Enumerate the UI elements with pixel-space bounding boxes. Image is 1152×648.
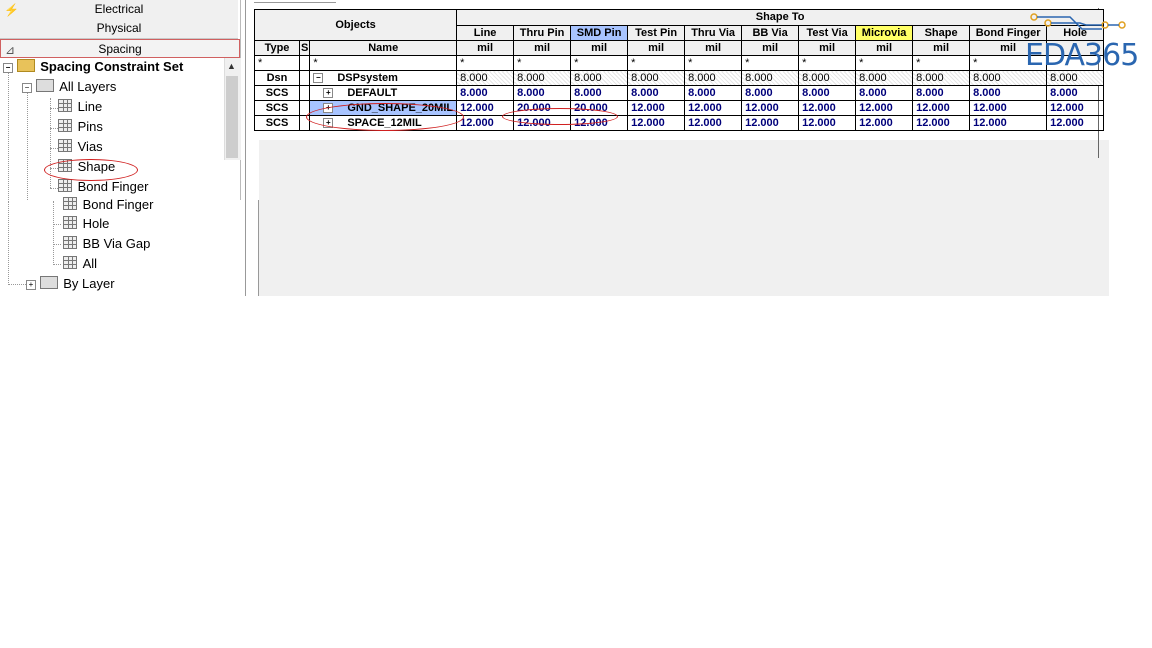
tree-all-layers[interactable]: − All Layers	[22, 78, 116, 96]
column-header-microvia[interactable]: Microvia	[856, 25, 913, 41]
folder-icon	[17, 59, 35, 72]
value-cell[interactable]: 12.000	[571, 116, 628, 131]
value-cell[interactable]: 8.000	[913, 71, 970, 86]
value-cell[interactable]: 12.000	[856, 101, 913, 116]
value-cell[interactable]: 12.000	[685, 101, 742, 116]
scrollbar-thumb[interactable]	[226, 76, 238, 158]
column-header-test-pin[interactable]: Test Pin	[628, 25, 685, 41]
unit-cell: mil	[856, 41, 913, 56]
row-name-label: SPACE_12MIL	[347, 117, 422, 129]
lightning-icon: ⚡	[4, 3, 19, 17]
name-header[interactable]: Name	[310, 41, 457, 56]
value-cell[interactable]: 8.000	[628, 71, 685, 86]
grid-icon	[58, 139, 72, 152]
column-filter[interactable]: *	[457, 56, 514, 71]
value-cell[interactable]: 20.000	[514, 101, 571, 116]
panel-divider	[245, 0, 246, 296]
column-filter[interactable]: *	[685, 56, 742, 71]
annotation-circle	[44, 159, 138, 181]
type-header[interactable]: Type	[255, 41, 300, 56]
column-header-bb-via[interactable]: BB Via	[742, 25, 799, 41]
nav-physical[interactable]: Physical	[0, 19, 238, 39]
shape-to-header: Shape To	[457, 10, 1104, 26]
value-cell[interactable]: 12.000	[742, 116, 799, 131]
value-cell[interactable]: 12.000	[913, 101, 970, 116]
tree-item-shape[interactable]: Shape	[58, 158, 115, 176]
collapse-icon[interactable]: −	[3, 63, 13, 73]
tree-item-vias[interactable]: Vias	[58, 138, 103, 156]
unit-cell: mil	[913, 41, 970, 56]
column-header-thru-pin[interactable]: Thru Pin	[514, 25, 571, 41]
tab-strip	[254, 2, 336, 3]
column-header-smd-pin[interactable]: SMD Pin	[571, 25, 628, 41]
value-cell[interactable]: 12.000	[514, 116, 571, 131]
value-cell[interactable]: 12.000	[628, 101, 685, 116]
row-status	[300, 86, 310, 101]
unit-cell: mil	[628, 41, 685, 56]
annotation-circle	[502, 108, 618, 125]
value-cell[interactable]: 12.000	[970, 101, 1047, 116]
tree-by-layer[interactable]: + By Layer	[26, 275, 115, 293]
row-name-label: GND_SHAPE_20MIL	[347, 102, 454, 114]
eda365-logo	[1030, 12, 1130, 36]
value-cell[interactable]: 8.000	[514, 86, 571, 101]
row-status	[300, 71, 310, 86]
s-filter[interactable]	[300, 56, 310, 71]
expand-icon[interactable]: +	[323, 103, 333, 113]
expand-icon[interactable]: +	[26, 280, 36, 290]
row-name-label: DSPsystem	[337, 72, 398, 84]
layers-icon	[36, 79, 54, 92]
table-row[interactable]	[255, 86, 1104, 101]
value-cell[interactable]: 12.000	[1047, 116, 1104, 131]
value-cell[interactable]: 12.000	[856, 116, 913, 131]
tree-item-hole[interactable]: Hole	[63, 215, 109, 233]
grid-icon	[63, 236, 77, 249]
column-filter[interactable]: *	[514, 56, 571, 71]
value-cell[interactable]: 8.000	[970, 71, 1047, 86]
column-header-shape[interactable]: Shape	[913, 25, 970, 41]
column-header-bond-finger[interactable]: Bond Finger	[970, 25, 1047, 41]
name-filter[interactable]: *	[310, 56, 457, 71]
value-cell[interactable]: 8.000	[1047, 86, 1104, 101]
column-filter[interactable]: *	[913, 56, 970, 71]
expand-icon[interactable]: +	[323, 118, 333, 128]
row-type: Dsn	[255, 71, 300, 86]
value-cell[interactable]: 8.000	[457, 71, 514, 86]
value-cell[interactable]: 8.000	[685, 86, 742, 101]
column-filter[interactable]: *	[799, 56, 856, 71]
lower-tree	[0, 197, 228, 296]
value-cell[interactable]: 12.000	[457, 116, 514, 131]
unit-cell: mil	[457, 41, 514, 56]
nav-spacing[interactable]: ⊿ Spacing	[0, 39, 240, 58]
row-name[interactable]	[310, 71, 457, 86]
column-header-test-via[interactable]: Test Via	[799, 25, 856, 41]
value-cell[interactable]: 12.000	[970, 116, 1047, 131]
logo-text: EDA365	[1025, 38, 1139, 73]
row-name-label: DEFAULT	[347, 87, 398, 99]
tree-item-all[interactable]: All	[63, 255, 97, 273]
value-cell[interactable]: 12.000	[913, 116, 970, 131]
column-header-thru-via[interactable]: Thru Via	[685, 25, 742, 41]
tree-root[interactable]: − Spacing Constraint Set	[3, 58, 183, 76]
objects-header: Objects	[255, 10, 457, 41]
row-type: SCS	[255, 116, 300, 131]
unit-cell: mil	[571, 41, 628, 56]
column-header-hole[interactable]: Hole	[1047, 25, 1104, 41]
value-cell[interactable]: 8.000	[799, 71, 856, 86]
value-cell[interactable]: 12.000	[799, 116, 856, 131]
value-cell[interactable]: 8.000	[856, 86, 913, 101]
column-filter[interactable]: *	[571, 56, 628, 71]
column-header-line[interactable]: Line	[457, 25, 514, 41]
value-cell[interactable]: 12.000	[742, 101, 799, 116]
tree-item-bb-via-gap[interactable]: BB Via Gap	[63, 235, 150, 253]
spacing-icon: ⊿	[5, 43, 16, 57]
value-cell[interactable]: 8.000	[628, 86, 685, 101]
annotation-circle	[306, 103, 464, 131]
tree-item-line[interactable]: Line	[58, 98, 102, 116]
collapse-icon[interactable]: −	[22, 83, 32, 93]
value-cell[interactable]: 8.000	[742, 86, 799, 101]
collapse-icon[interactable]: −	[313, 73, 323, 83]
value-cell[interactable]: 8.000	[913, 86, 970, 101]
worksheet-background	[259, 140, 1109, 296]
value-cell[interactable]: 12.000	[799, 101, 856, 116]
column-filter[interactable]: *	[742, 56, 799, 71]
tree-item-pins[interactable]: Pins	[58, 118, 103, 136]
unit-cell: mil	[685, 41, 742, 56]
unit-cell: mil	[970, 41, 1047, 56]
nav-electrical[interactable]: ⚡ Electrical	[0, 0, 238, 20]
grid-icon	[63, 216, 77, 229]
value-cell[interactable]: 12.000	[1047, 101, 1104, 116]
value-cell[interactable]: 8.000	[685, 71, 742, 86]
value-cell[interactable]: 8.000	[457, 86, 514, 101]
column-filter[interactable]: *	[970, 56, 1047, 71]
value-cell[interactable]: 8.000	[799, 86, 856, 101]
value-cell[interactable]: 8.000	[571, 71, 628, 86]
tree-item-bond-finger[interactable]: Bond Finger	[58, 178, 148, 196]
scroll-up-icon[interactable]: ▲	[227, 61, 236, 71]
grid-icon	[58, 99, 72, 112]
value-cell[interactable]: 12.000	[457, 101, 514, 116]
unit-cell: mil	[799, 41, 856, 56]
s-header[interactable]: S	[301, 42, 309, 54]
column-filter[interactable]: *	[628, 56, 685, 71]
row-type: SCS	[255, 86, 300, 101]
type-filter[interactable]: *	[255, 56, 300, 71]
value-cell[interactable]: 8.000	[742, 71, 799, 86]
value-cell[interactable]: 8.000	[856, 71, 913, 86]
row-name[interactable]	[310, 86, 457, 101]
grid-icon	[63, 256, 77, 269]
tree-item-bond-finger-2[interactable]: Bond Finger	[63, 196, 153, 214]
column-filter[interactable]: *	[856, 56, 913, 71]
value-cell[interactable]: 12.000	[685, 116, 742, 131]
grid-icon	[63, 197, 77, 210]
unit-cell: mil	[742, 41, 799, 56]
value-cell[interactable]: 12.000	[628, 116, 685, 131]
value-cell[interactable]: 8.000	[1047, 71, 1104, 86]
grid-icon	[58, 179, 72, 192]
layers-icon	[40, 276, 58, 289]
value-cell[interactable]: 20.000	[571, 101, 628, 116]
value-cell[interactable]: 8.000	[571, 86, 628, 101]
table-row[interactable]	[255, 71, 1104, 86]
row-type: SCS	[255, 101, 300, 116]
grid-icon	[58, 119, 72, 132]
value-cell[interactable]: 8.000	[970, 86, 1047, 101]
value-cell[interactable]: 8.000	[514, 71, 571, 86]
expand-icon[interactable]: +	[323, 88, 333, 98]
unit-cell: mil	[514, 41, 571, 56]
